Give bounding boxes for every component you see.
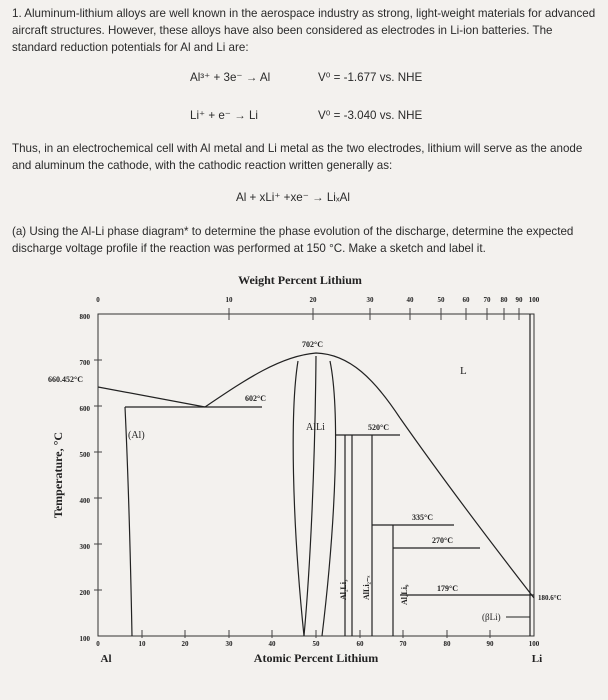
- potential-li: V⁰ = -3.040 vs. NHE: [318, 109, 423, 122]
- top-tick: 0: [96, 296, 100, 304]
- cathodic-reaction: Al + xLi⁺ +xe⁻ → LiₓAl: [236, 191, 350, 204]
- phase-boundaries: [98, 314, 534, 636]
- bottom-tick: 70: [399, 640, 407, 648]
- label-phase-al: (Al): [128, 430, 145, 441]
- bottom-ticks: [96, 640, 540, 648]
- bottom-tick: 100: [528, 640, 540, 648]
- top-tick: 40: [406, 296, 414, 304]
- y-ticks: [80, 313, 91, 643]
- bottom-tick: 80: [443, 640, 451, 648]
- y-tick: 600: [79, 405, 90, 413]
- bottom-tick: 10: [138, 640, 146, 648]
- bottom-tick: 90: [486, 640, 494, 648]
- y-tick: 500: [79, 451, 90, 459]
- bottom-tick: 40: [268, 640, 276, 648]
- y-axis-title: Temperature, °C: [51, 431, 65, 519]
- label-702: 702°C: [302, 340, 323, 349]
- y-tick: 700: [79, 359, 90, 367]
- element-al: Al: [100, 653, 112, 665]
- label-335: 335°C: [412, 513, 433, 522]
- label-270: 270°C: [432, 536, 453, 545]
- label-179: 179°C: [437, 584, 458, 593]
- top-tick: 50: [437, 296, 445, 304]
- label-al2li3: Al₂Li₃: [339, 579, 348, 600]
- top-tick: 30: [366, 296, 374, 304]
- potential-al: V⁰ = -1.677 vs. NHE: [318, 71, 423, 84]
- label-180: 180.6°C: [538, 594, 562, 602]
- equation-al-reaction: Al³⁺ + 3e⁻ → Al: [190, 71, 271, 84]
- bottom-tick: 0: [96, 640, 100, 648]
- phase-diagram: [0, 270, 608, 700]
- label-520: 520°C: [368, 423, 389, 432]
- element-li: Li: [531, 653, 543, 665]
- top-tick: 100: [528, 296, 540, 304]
- equation-al: [190, 70, 270, 84]
- bottom-axis-title: Atomic Percent Lithium: [253, 651, 379, 665]
- equation-li: [190, 108, 258, 122]
- label-phase-alli: AlLi: [306, 422, 325, 433]
- top-ticks: [96, 296, 540, 304]
- y-tick: 100: [79, 635, 90, 643]
- y-tick: 300: [79, 543, 90, 551]
- label-602: 602°C: [245, 394, 266, 403]
- top-tick: 80: [500, 296, 508, 304]
- label-phase-bli: (βLi): [482, 612, 501, 622]
- top-tick: 70: [483, 296, 491, 304]
- y-tick: 400: [79, 497, 90, 505]
- equation-li-reaction: Li⁺ + e⁻ → Li: [190, 109, 258, 122]
- bottom-tick: 60: [356, 640, 364, 648]
- label-al4li9: Al₄Li₉: [400, 584, 409, 605]
- label-al-melt: 660.452°C: [48, 375, 83, 384]
- label-phase-liquid: L: [460, 365, 467, 377]
- bottom-tick: 20: [181, 640, 189, 648]
- top-tick: 90: [515, 296, 523, 304]
- y-tick: 800: [79, 313, 90, 321]
- top-tick: 20: [309, 296, 317, 304]
- top-tick: 10: [225, 296, 233, 304]
- bottom-tick: 30: [225, 640, 233, 648]
- label-alli2x: AlLi₂₋ₓ: [362, 575, 371, 600]
- weight-percent-title: Weight Percent Lithium: [238, 273, 362, 287]
- middle-paragraph: Thus, in an electrochemical cell with Al metal and Li metal as the two electrodes, lithium will serve as the anode and aluminum the cathode, with the cathodic reaction written generally as:: [12, 142, 583, 172]
- y-tick: 200: [79, 589, 90, 597]
- intro-paragraph: 1. Aluminum-lithium alloys are well known in the aerospace industry as strong, light-weight materials for advanced aircraft structures. However, these alloys have also been considered as electrodes in Li-ion batteries. The standard reduction potentials for Al and Li are:: [12, 7, 596, 54]
- bottom-tick: 50: [312, 640, 320, 648]
- top-tick: 60: [462, 296, 470, 304]
- part-a-paragraph: (a) Using the Al-Li phase diagram* to determine the phase evolution of the discharge, determine the expected discharge voltage profile if the reaction was performed at 150 °C. Make a sketch and label it.: [12, 225, 574, 255]
